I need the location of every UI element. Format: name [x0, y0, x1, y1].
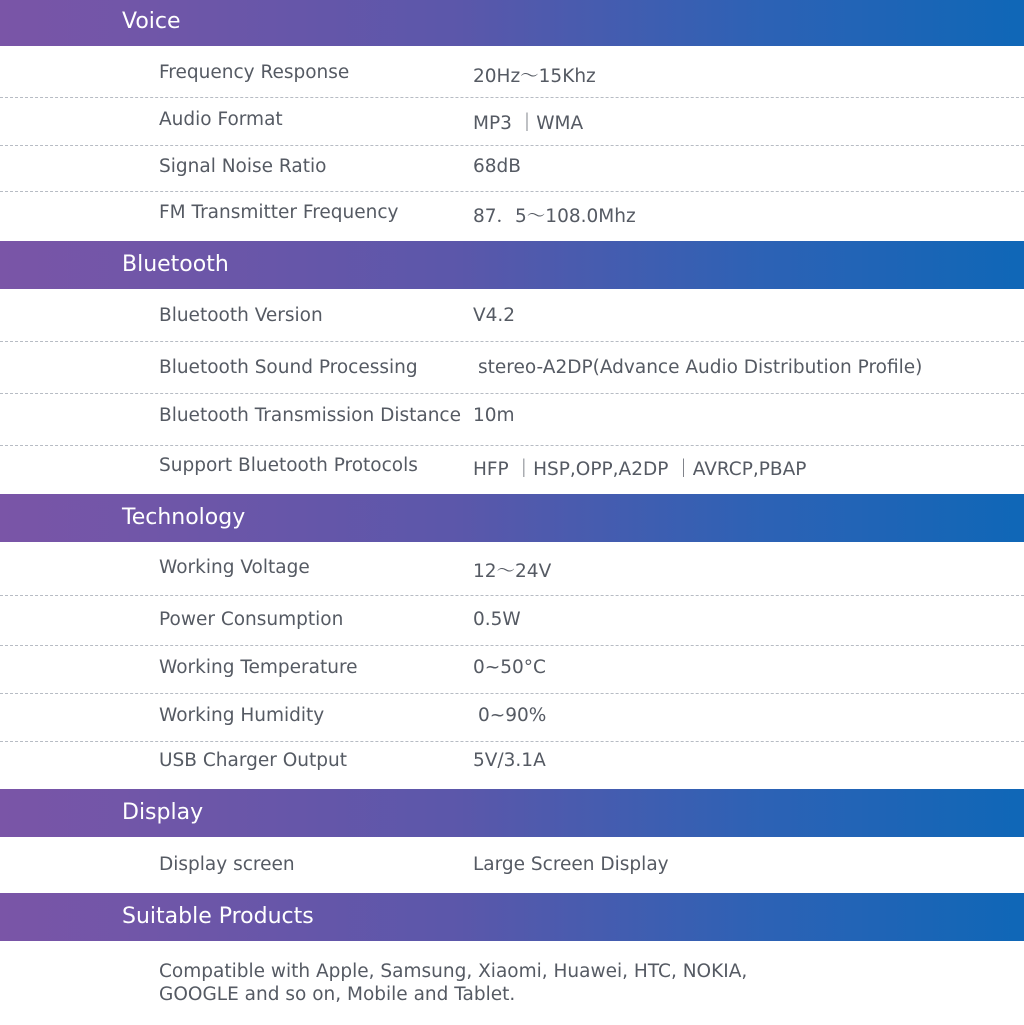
section-header-bluetooth — [0, 241, 1024, 289]
row-divider — [0, 145, 1024, 146]
spec-value: 5V/3.1A — [473, 750, 546, 771]
spec-label: Signal Noise Ratio — [159, 156, 327, 177]
row-divider — [0, 741, 1024, 742]
spec-label: Working Temperature — [159, 657, 358, 678]
section-header-technology — [0, 494, 1024, 542]
spec-label: Working Humidity — [159, 705, 325, 726]
section-header-suitable-products — [0, 893, 1024, 941]
row-divider — [0, 645, 1024, 646]
row-divider — [0, 97, 1024, 98]
row-divider — [0, 693, 1024, 694]
spec-label: Power Consumption — [159, 609, 344, 630]
spec-value: 10m — [473, 405, 515, 426]
spec-label: Display screen — [159, 854, 295, 875]
row-divider — [0, 393, 1024, 394]
section-title: Technology — [122, 505, 246, 530]
spec-value: MP3 ｜WMA — [473, 113, 584, 134]
spec-value: 68dB — [473, 156, 521, 177]
spec-label: FM Transmitter Frequency — [159, 202, 399, 223]
section-title: Voice — [122, 9, 181, 34]
spec-value: HFP ｜HSP,OPP,A2DP ｜AVRCP,PBAP — [473, 459, 807, 480]
spec-label: Audio Format — [159, 109, 283, 130]
spec-label: Bluetooth Sound Processing — [159, 357, 418, 378]
spec-label: Bluetooth Version — [159, 305, 323, 326]
spec-label: Frequency Response — [159, 62, 350, 83]
spec-label: Support Bluetooth Protocols — [159, 455, 418, 476]
section-header-voice — [0, 0, 1024, 46]
spec-value: 0~90% — [478, 705, 547, 726]
spec-value: stereo-A2DP(Advance Audio Distribution Profile) — [478, 357, 923, 378]
spec-value: V4.2 — [473, 305, 516, 326]
spec-value: 0~50°C — [473, 657, 546, 678]
spec-label: Bluetooth Transmission Distance — [159, 405, 461, 426]
compatibility-note: Compatible with Apple, Samsung, Xiaomi, Huawei, HTC, NOKIA, GOOGLE and so on, Mobile and Tablet. — [159, 961, 748, 1005]
spec-value: 0.5W — [473, 609, 521, 630]
row-divider — [0, 341, 1024, 342]
spec-label: Working Voltage — [159, 557, 310, 578]
spec-value: 20Hz～15Khz — [473, 66, 596, 87]
spec-label: USB Charger Output — [159, 750, 347, 771]
section-title: Bluetooth — [122, 252, 229, 277]
section-header-display — [0, 789, 1024, 837]
spec-value: 87．5～108.0Mhz — [473, 206, 636, 227]
row-divider — [0, 595, 1024, 596]
spec-value: 12～24V — [473, 561, 552, 582]
row-divider — [0, 191, 1024, 192]
section-title: Display — [122, 800, 204, 825]
row-divider — [0, 445, 1024, 446]
spec-value: Large Screen Display — [473, 854, 669, 875]
section-title: Suitable Products — [122, 904, 314, 929]
